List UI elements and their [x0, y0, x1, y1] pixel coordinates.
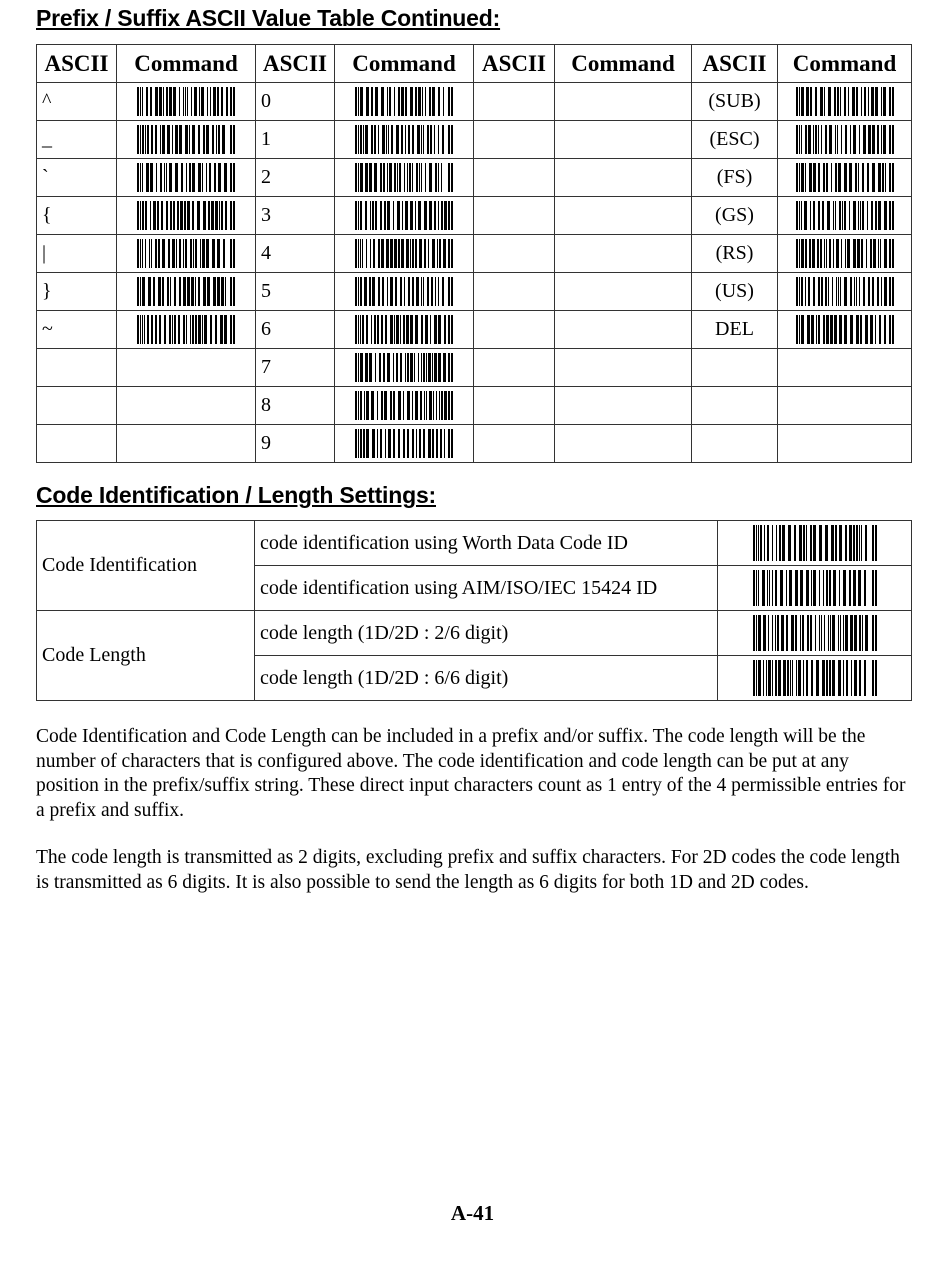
command-barcode-cell [778, 83, 912, 121]
table-row [37, 197, 912, 235]
command-barcode-cell [778, 159, 912, 197]
table-row [37, 349, 912, 387]
command-barcode-cell [778, 387, 912, 425]
command-barcode-cell [335, 311, 474, 349]
ascii-char-cell: 8 [256, 387, 335, 425]
ascii-char-cell: 9 [256, 425, 335, 463]
barcode-image[interactable] [355, 163, 453, 192]
command-barcode-cell [778, 349, 912, 387]
command-barcode-cell [117, 311, 256, 349]
option-description: code identification using Worth Data Code ID [255, 521, 718, 566]
option-description: code length (1D/2D : 2/6 digit) [255, 611, 718, 656]
ascii-char-cell: (GS) [692, 197, 778, 235]
barcode-cell [718, 611, 912, 656]
barcode-image[interactable] [355, 239, 453, 268]
command-barcode-cell [778, 425, 912, 463]
command-barcode-cell [117, 235, 256, 273]
command-barcode-cell [778, 121, 912, 159]
command-barcode-cell [335, 273, 474, 311]
ascii-value-table [36, 44, 912, 463]
code-settings-title: Code Identification / Length Settings: [36, 482, 436, 508]
barcode-cell [718, 521, 912, 566]
ascii-char-cell: 1 [256, 121, 335, 159]
command-barcode-cell [555, 83, 692, 121]
column-header: ASCII [256, 45, 335, 83]
table-row [37, 387, 912, 425]
barcode-image[interactable] [355, 125, 453, 154]
command-barcode-cell [117, 197, 256, 235]
barcode-cell [718, 656, 912, 701]
barcode-cell [718, 566, 912, 611]
ascii-char-cell: (US) [692, 273, 778, 311]
barcode-image[interactable] [355, 87, 453, 116]
barcode-image[interactable] [137, 315, 235, 344]
table-row [37, 121, 912, 159]
ascii-char-cell: { [37, 197, 117, 235]
ascii-char-cell [474, 273, 555, 311]
barcode-image[interactable] [796, 163, 894, 192]
command-barcode-cell [117, 83, 256, 121]
barcode-image[interactable] [355, 353, 453, 382]
option-description: code identification using AIM/ISO/IEC 15424 ID [255, 566, 718, 611]
barcode-image[interactable] [355, 201, 453, 230]
command-barcode-cell [555, 121, 692, 159]
paragraph-code-id-length: Code Identification and Code Length can be included in a prefix and/or suffix. The code length will be the number of characters that is configured above. The code identification and code length can be put at any position in the prefix/suffix string. These direct input characters count as 1 entry of the 4 permissible entries for a prefix and suffix. [36, 726, 906, 821]
command-barcode-cell [117, 273, 256, 311]
ascii-char-cell: } [37, 273, 117, 311]
command-barcode-cell [117, 159, 256, 197]
command-barcode-cell [335, 235, 474, 273]
ascii-char-cell [474, 425, 555, 463]
ascii-char-cell [474, 311, 555, 349]
column-header: Command [335, 45, 474, 83]
ascii-char-cell: (ESC) [692, 121, 778, 159]
column-header: Command [555, 45, 692, 83]
command-barcode-cell [778, 311, 912, 349]
column-header: Command [117, 45, 256, 83]
barcode-image[interactable] [355, 429, 453, 458]
barcode-image[interactable] [796, 201, 894, 230]
barcode-image[interactable] [137, 87, 235, 116]
barcode-image[interactable] [753, 570, 877, 606]
command-barcode-cell [335, 349, 474, 387]
ascii-table-title: Prefix / Suffix ASCII Value Table Continued: [36, 5, 501, 31]
ascii-char-cell: 4 [256, 235, 335, 273]
page-number: A-41 [450, 1201, 495, 1225]
table-row [37, 611, 912, 656]
barcode-image[interactable] [796, 87, 894, 116]
command-barcode-cell [555, 235, 692, 273]
ascii-char-cell: DEL [692, 311, 778, 349]
barcode-image[interactable] [753, 660, 877, 696]
column-header: ASCII [692, 45, 778, 83]
ascii-char-cell: 0 [256, 83, 335, 121]
command-barcode-cell [335, 197, 474, 235]
command-barcode-cell [778, 197, 912, 235]
table-row [37, 159, 912, 197]
ascii-char-cell: 6 [256, 311, 335, 349]
command-barcode-cell [555, 273, 692, 311]
ascii-char-cell: (FS) [692, 159, 778, 197]
barcode-image[interactable] [355, 315, 453, 344]
ascii-char-cell [474, 159, 555, 197]
code-settings-table [36, 520, 912, 701]
barcode-image[interactable] [796, 277, 894, 306]
barcode-image[interactable] [137, 277, 235, 306]
ascii-char-cell: _ [37, 121, 117, 159]
table-row [37, 235, 912, 273]
command-barcode-cell [778, 235, 912, 273]
barcode-image[interactable] [355, 277, 453, 306]
option-description: code length (1D/2D : 6/6 digit) [255, 656, 718, 701]
table-row [37, 521, 912, 566]
ascii-char-cell [474, 235, 555, 273]
barcode-image[interactable] [796, 239, 894, 268]
command-barcode-cell [117, 425, 256, 463]
command-barcode-cell [335, 425, 474, 463]
group-label-code-length: Code Length [37, 611, 255, 701]
command-barcode-cell [335, 83, 474, 121]
ascii-char-cell [474, 349, 555, 387]
command-barcode-cell [335, 159, 474, 197]
barcode-image[interactable] [753, 615, 877, 651]
ascii-char-cell [474, 121, 555, 159]
ascii-char-cell [37, 349, 117, 387]
column-header: ASCII [37, 45, 117, 83]
command-barcode-cell [117, 121, 256, 159]
command-barcode-cell [117, 349, 256, 387]
command-barcode-cell [555, 349, 692, 387]
ascii-char-cell: 5 [256, 273, 335, 311]
ascii-char-cell [474, 83, 555, 121]
table-row [37, 83, 912, 121]
group-label-code-identification: Code Identification [37, 521, 255, 611]
column-header: Command [778, 45, 912, 83]
ascii-char-cell: ` [37, 159, 117, 197]
barcode-image[interactable] [796, 125, 894, 154]
ascii-char-cell: 3 [256, 197, 335, 235]
command-barcode-cell [335, 387, 474, 425]
ascii-char-cell: ~ [37, 311, 117, 349]
command-barcode-cell [555, 387, 692, 425]
table-row [37, 311, 912, 349]
ascii-char-cell [474, 387, 555, 425]
table-row [37, 425, 912, 463]
ascii-char-cell: (RS) [692, 235, 778, 273]
ascii-char-cell: 7 [256, 349, 335, 387]
ascii-char-cell: 2 [256, 159, 335, 197]
barcode-image[interactable] [137, 201, 235, 230]
command-barcode-cell [555, 159, 692, 197]
table-header-row [37, 45, 912, 83]
barcode-image[interactable] [355, 391, 453, 420]
barcode-image[interactable] [137, 125, 235, 154]
barcode-image[interactable] [137, 239, 235, 268]
command-barcode-cell [555, 197, 692, 235]
ascii-char-cell [692, 387, 778, 425]
ascii-char-cell: ^ [37, 83, 117, 121]
command-barcode-cell [555, 425, 692, 463]
column-header: ASCII [474, 45, 555, 83]
barcode-image[interactable] [796, 315, 894, 344]
barcode-image[interactable] [137, 163, 235, 192]
command-barcode-cell [117, 387, 256, 425]
ascii-char-cell: | [37, 235, 117, 273]
table-row [37, 273, 912, 311]
command-barcode-cell [555, 311, 692, 349]
ascii-char-cell [692, 349, 778, 387]
command-barcode-cell [335, 121, 474, 159]
ascii-char-cell [474, 197, 555, 235]
ascii-char-cell: (SUB) [692, 83, 778, 121]
command-barcode-cell [778, 273, 912, 311]
paragraph-code-length-transmission: The code length is transmitted as 2 digits, excluding prefix and suffix characters. For 2D codes the code length is transmitted as 6 digits. It is also possible to send the length as 6 digits for both 1D and 2D codes. [36, 847, 900, 893]
barcode-image[interactable] [753, 525, 877, 561]
ascii-char-cell [37, 387, 117, 425]
ascii-char-cell [692, 425, 778, 463]
ascii-char-cell [37, 425, 117, 463]
